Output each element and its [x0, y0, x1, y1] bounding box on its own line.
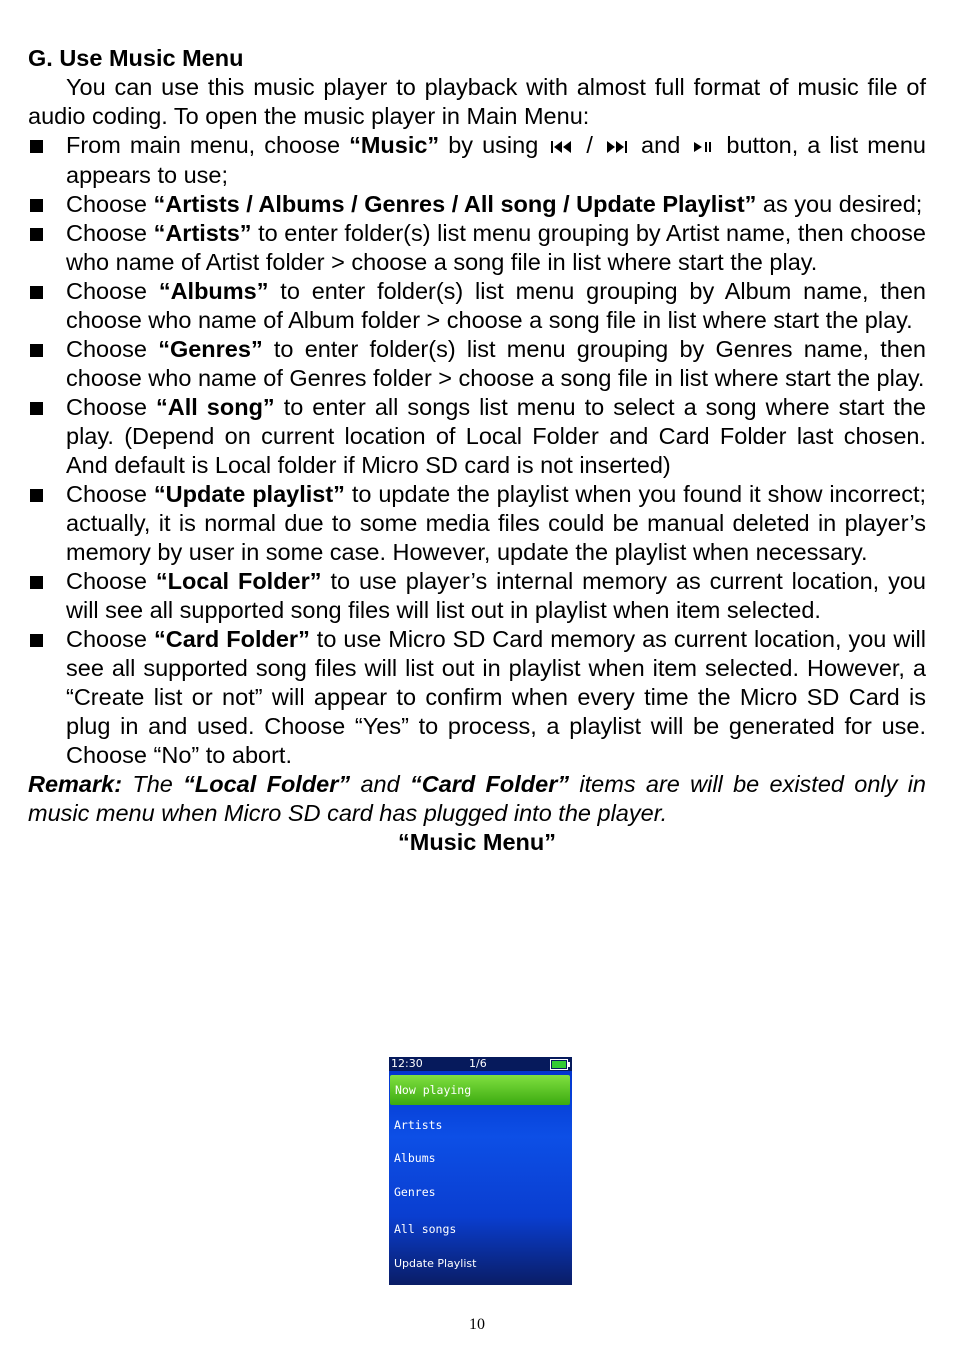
- menu-item-genres[interactable]: Genres: [394, 1185, 436, 1199]
- bullet-square-icon: [30, 228, 43, 241]
- list-item: Choose “Albums” to enter folder(s) list menu grouping by Album name, then choose who name of Album folder > choose a song file in list where start the play.: [28, 277, 926, 335]
- battery-icon: [550, 1059, 568, 1070]
- list-item: Choose “Genres” to enter folder(s) list menu grouping by Genres name, then choose who name of Genres folder > choose a song file in list where start the play.: [28, 335, 926, 393]
- list-item: Choose “Update playlist” to update the playlist when you found it show incorrect; actually, it is normal due to some media files could be manual deleted in player’s memory by user in some case. However, update the playlist when necessary.: [28, 480, 926, 567]
- menu-item-albums[interactable]: Albums: [394, 1151, 436, 1165]
- bullet-square-icon: [30, 344, 43, 357]
- play-pause-icon: [693, 132, 713, 161]
- list-item: Choose “Card Folder” to use Micro SD Card memory as current location, you will see all supported song files will list out in playlist when item selected. However, a “Create list or not” will appear to confirm when every time the Micro SD Card is plug in and used. Choose “Yes” to process, a playlist will be generated for use. Choose “No” to abort.: [28, 625, 926, 770]
- instruction-list: [28, 131, 926, 770]
- bullet-square-icon: [30, 402, 43, 415]
- menu-item-artists[interactable]: Artists: [394, 1118, 443, 1132]
- next-track-icon: [606, 132, 628, 161]
- item-counter: 1/6: [469, 1057, 487, 1070]
- bullet-square-icon: [30, 199, 43, 212]
- section-heading: G. Use Music Menu: [28, 45, 244, 71]
- list-item: Choose “Artists” to enter folder(s) list menu grouping by Artist name, then choose who name of Artist folder > choose a song file in list where start the play.: [28, 219, 926, 277]
- bullet-square-icon: [30, 140, 43, 153]
- bullet-square-icon: [30, 286, 43, 299]
- menu-item-now-playing[interactable]: Now playing: [390, 1075, 570, 1105]
- bullet-square-icon: [30, 576, 43, 589]
- remark-paragraph: Remark: The “Local Folder” and “Card Folder” items are will be existed only in music menu when Micro SD card has plugged into the player.: [28, 771, 926, 827]
- previous-track-icon: [551, 132, 573, 161]
- list-item: Choose “All song” to enter all songs list menu to select a song where start the play. (Depend on current location of Local Folder and Card Folder last chosen. And default is Local folder if Micro SD card is not inserted): [28, 393, 926, 480]
- page-number: 10: [469, 1316, 485, 1333]
- list-item: Choose “Artists / Albums / Genres / All song / Update Playlist” as you desired;: [28, 190, 926, 219]
- menu-item-all-songs[interactable]: All songs: [394, 1222, 457, 1236]
- document-page: [28, 44, 926, 857]
- status-bar: [389, 1057, 572, 1071]
- intro-paragraph: You can use this music player to playback with almost full format of music file of audio coding. To open the music player in Main Menu:: [28, 74, 926, 129]
- bullet-square-icon: [30, 489, 43, 502]
- list-item: From main menu, choose “Music” by using / and button, a list menu appears to use;: [28, 131, 926, 190]
- menu-item-update-playlist[interactable]: Update Playlist: [394, 1257, 477, 1270]
- music-menu-screenshot: [389, 1057, 572, 1285]
- clock: 12:30: [391, 1057, 423, 1070]
- list-item: Choose “Local Folder” to use player’s internal memory as current location, you will see all supported song files will list out in playlist when item selected.: [28, 567, 926, 625]
- figure-caption: “Music Menu”: [398, 829, 556, 856]
- bullet-square-icon: [30, 634, 43, 647]
